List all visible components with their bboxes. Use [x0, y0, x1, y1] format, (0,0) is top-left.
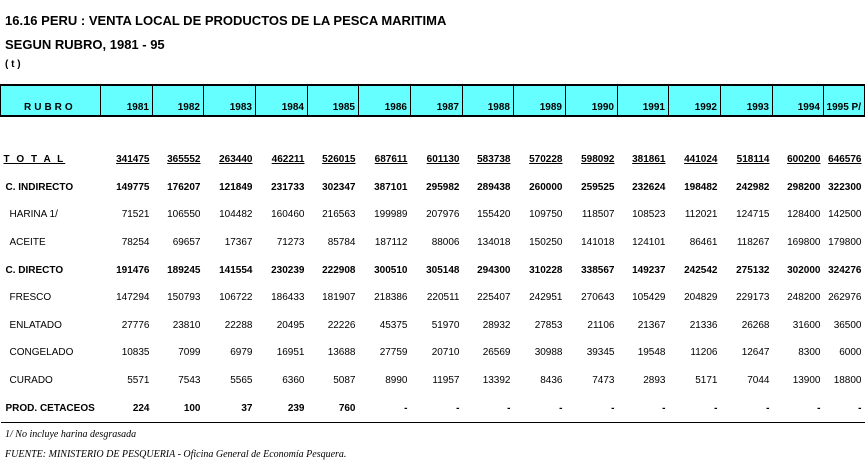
table-cell: 600200 [787, 154, 821, 166]
table-cell: 20710 [431, 347, 460, 359]
table-cell: 441024 [684, 154, 718, 166]
table-cell: 222908 [322, 264, 356, 276]
table-cell: 71521 [121, 209, 150, 221]
table-cell: 229173 [736, 292, 770, 304]
header-year: 1986 [359, 85, 411, 116]
table-cell: - [411, 394, 463, 422]
table-subtitle: SEGUN RUBRO, 1981 - 95 [5, 37, 165, 52]
table-cell: 118267 [736, 237, 770, 249]
row-label: FRESCO [9, 292, 52, 304]
table-cell: 365552 [167, 154, 201, 166]
table-cell: 5565 [230, 375, 253, 387]
header-year: 1991 [618, 85, 669, 116]
table-cell: 23810 [172, 319, 201, 331]
table-cell: 225407 [477, 292, 511, 304]
table-cell: 8436 [540, 375, 563, 387]
table-row [1, 339, 865, 367]
table-cell: 242542 [684, 264, 718, 276]
table-cell: 118507 [581, 209, 615, 221]
header-year: 1983 [204, 85, 256, 116]
table-cell: 105429 [632, 292, 666, 304]
table-cell: 6000 [839, 347, 862, 359]
table-cell: 338567 [581, 264, 615, 276]
table-cell: 242951 [529, 292, 563, 304]
table-cell: 69657 [172, 237, 201, 249]
table-cell: 7099 [178, 347, 201, 359]
table-cell: 149237 [632, 264, 666, 276]
table-cell: 85784 [327, 237, 356, 249]
table-cell: 27776 [121, 319, 150, 331]
source-note: FUENTE: MINISTERIO DE PESQUERIA - Oficina General de Economía Pesquera. [5, 449, 347, 460]
table-cell: 28932 [482, 319, 511, 331]
row-label: HARINA 1/ [9, 209, 58, 221]
table-row [1, 174, 865, 202]
header-year: 1993 [721, 85, 773, 116]
table-cell: 121849 [219, 181, 253, 193]
table-cell: 112021 [684, 209, 718, 221]
table-cell: 27853 [534, 319, 563, 331]
table-cell: 36500 [833, 319, 862, 331]
table-cell: 27759 [379, 347, 408, 359]
header-year: 1988 [463, 85, 514, 116]
table-cell: - [669, 394, 721, 422]
table-cell: 8990 [385, 375, 408, 387]
header-rubro: RUBRO [1, 85, 101, 116]
table-cell: - [773, 394, 824, 422]
table-row [1, 201, 865, 229]
table-cell: 169800 [787, 237, 821, 249]
table-cell: 687611 [374, 154, 408, 166]
header-year: 1992 [669, 85, 721, 116]
unit-label: ( t ) [5, 59, 21, 70]
table-cell: 275132 [736, 264, 770, 276]
table-cell: 220511 [426, 292, 460, 304]
table-cell: 7473 [592, 375, 615, 387]
table-cell: 22226 [327, 319, 356, 331]
table-cell: 155420 [477, 209, 511, 221]
table-cell: 305148 [426, 264, 460, 276]
table-cell: 20495 [276, 319, 305, 331]
table-row [1, 229, 865, 257]
header-year: 1985 [308, 85, 359, 116]
table-cell: - [514, 394, 566, 422]
table-cell: 298200 [787, 181, 821, 193]
table-cell: 45375 [379, 319, 408, 331]
table-cell: 78254 [121, 237, 150, 249]
table-cell: 218386 [374, 292, 408, 304]
header-year: 1989 [514, 85, 566, 116]
table-cell: - [824, 394, 865, 422]
table-cell: 18800 [833, 375, 862, 387]
table-cell: 149775 [116, 181, 150, 193]
table-cell: 16951 [276, 347, 305, 359]
header-year: 1984 [256, 85, 308, 116]
table-cell: 341475 [116, 154, 150, 166]
table-cell: 26268 [741, 319, 770, 331]
table-cell: 598092 [581, 154, 615, 166]
table-cell: - [463, 394, 514, 422]
table-cell: 19548 [637, 347, 666, 359]
table-cell: 86461 [689, 237, 718, 249]
table-cell: 160460 [271, 209, 305, 221]
footnote: 1/ No incluye harina desgrasada [5, 429, 137, 440]
table-cell: 108523 [632, 209, 666, 221]
table-title: 16.16 PERU : VENTA LOCAL DE PRODUCTOS DE LA PESCA MARITIMA [5, 13, 447, 28]
table-cell: 198482 [684, 181, 718, 193]
table-cell: 207976 [426, 209, 460, 221]
table-cell: 289438 [477, 181, 511, 193]
table-cell: 381861 [632, 154, 666, 166]
table-cell: 239 [256, 394, 308, 422]
table-cell: 17367 [224, 237, 253, 249]
table-cell: 518114 [736, 154, 770, 166]
table-cell: 141018 [581, 237, 615, 249]
table-cell: 224 [101, 394, 153, 422]
table-cell: 150250 [529, 237, 563, 249]
header-year: 1987 [411, 85, 463, 116]
table-cell: 10835 [121, 347, 150, 359]
header-year: 1982 [153, 85, 204, 116]
table-cell: 2893 [643, 375, 666, 387]
table-cell: 141554 [219, 264, 253, 276]
table-cell: 6979 [230, 347, 253, 359]
table-cell: 259525 [581, 181, 615, 193]
table-cell: 294300 [477, 264, 511, 276]
table-cell: 26569 [482, 347, 511, 359]
table-cell: 5171 [695, 375, 718, 387]
table-row [1, 394, 865, 422]
table-cell: 13688 [327, 347, 356, 359]
table-cell: 21106 [587, 319, 615, 331]
row-label: CURADO [9, 375, 53, 387]
table-cell: 176207 [167, 181, 201, 193]
table-cell: 5571 [127, 375, 150, 387]
table-cell: 204829 [684, 292, 718, 304]
table-cell: 300510 [374, 264, 408, 276]
table-cell: 7044 [747, 375, 770, 387]
header-year: 1995 P/ [824, 85, 865, 116]
table-cell: 104482 [219, 209, 253, 221]
table-cell: 21336 [689, 319, 718, 331]
table-cell: 601130 [426, 154, 460, 166]
header-year: 1981 [101, 85, 153, 116]
table-cell: 31600 [792, 319, 821, 331]
row-label: ENLATADO [9, 319, 62, 331]
table-cell: 231733 [271, 181, 305, 193]
table-cell: 109750 [529, 209, 563, 221]
table-cell: 179800 [828, 237, 862, 249]
table-cell: 322300 [828, 181, 862, 193]
row-label: ACEITE [9, 237, 46, 249]
header-year: 1994 [773, 85, 824, 116]
table-cell: 147294 [116, 292, 150, 304]
table-cell: 189245 [167, 264, 201, 276]
table-cell: 134018 [477, 237, 511, 249]
table-row [1, 284, 865, 312]
table-cell: 248200 [787, 292, 821, 304]
table-cell: 150793 [167, 292, 201, 304]
table-cell: 71273 [276, 237, 305, 249]
table-cell: 242982 [736, 181, 770, 193]
table-cell: 760 [308, 394, 359, 422]
table-cell: 270643 [581, 292, 615, 304]
table-cell: 462211 [271, 154, 305, 166]
table-cell: 106550 [167, 209, 201, 221]
table-cell: - [359, 394, 411, 422]
row-label: C. DIRECTO [5, 264, 64, 276]
table-cell: 263440 [219, 154, 253, 166]
table-cell: 21367 [637, 319, 666, 331]
table-cell: 100 [153, 394, 204, 422]
table-row [1, 312, 865, 340]
table-cell: 142500 [828, 209, 862, 221]
table-cell: 230239 [271, 264, 305, 276]
table-cell: 12647 [741, 347, 770, 359]
table-cell: - [566, 394, 618, 422]
table-cell: 260000 [529, 181, 563, 193]
table-cell: 526015 [322, 154, 356, 166]
table-cell: 646576 [828, 154, 862, 166]
table-cell: 11206 [690, 347, 718, 359]
table-cell: 51970 [431, 319, 460, 331]
table-cell: 570228 [529, 154, 563, 166]
table-cell: 232624 [632, 181, 666, 193]
table-cell: 39345 [586, 347, 615, 359]
table-cell: 5087 [333, 375, 356, 387]
table-cell: 7543 [178, 375, 201, 387]
table-cell: 191476 [116, 264, 150, 276]
table-cell: 30988 [534, 347, 563, 359]
table-row [1, 367, 865, 395]
table-cell: 324276 [828, 264, 862, 276]
table-cell: 8300 [798, 347, 821, 359]
table-cell: 37 [204, 394, 256, 422]
table-cell: 310228 [529, 264, 563, 276]
table-cell: 387101 [374, 181, 408, 193]
row-label: CONGELADO [9, 347, 74, 359]
table-cell: 13392 [482, 375, 511, 387]
row-label: PROD. CETACEOS [1, 394, 101, 422]
table-cell: 6360 [282, 375, 305, 387]
table-cell: 186433 [271, 292, 305, 304]
table-cell: 11957 [432, 375, 460, 387]
table-cell: 181907 [322, 292, 356, 304]
header-row [1, 85, 865, 116]
row-label: T O T A L [3, 154, 66, 166]
table-cell: - [618, 394, 669, 422]
table-cell: 128400 [787, 209, 821, 221]
table-cell: 124101 [632, 237, 666, 249]
table-cell: 199989 [374, 209, 408, 221]
table-cell: 295982 [426, 181, 460, 193]
table-cell: 88006 [431, 237, 460, 249]
row-label: C. INDIRECTO [5, 181, 74, 193]
table-cell: 187112 [374, 237, 408, 249]
table-cell: - [721, 394, 773, 422]
table-cell: 106722 [219, 292, 253, 304]
table-row [1, 146, 865, 174]
sales-table [0, 84, 865, 423]
table-row [1, 256, 865, 284]
table-cell: 262976 [828, 292, 862, 304]
table-cell: 13900 [792, 375, 821, 387]
table-cell: 216563 [322, 209, 356, 221]
header-year: 1990 [566, 85, 618, 116]
table-cell: 302347 [322, 181, 356, 193]
table-cell: 583738 [477, 154, 511, 166]
table-cell: 22288 [224, 319, 253, 331]
table-cell: 302000 [787, 264, 821, 276]
table-cell: 124715 [736, 209, 770, 221]
